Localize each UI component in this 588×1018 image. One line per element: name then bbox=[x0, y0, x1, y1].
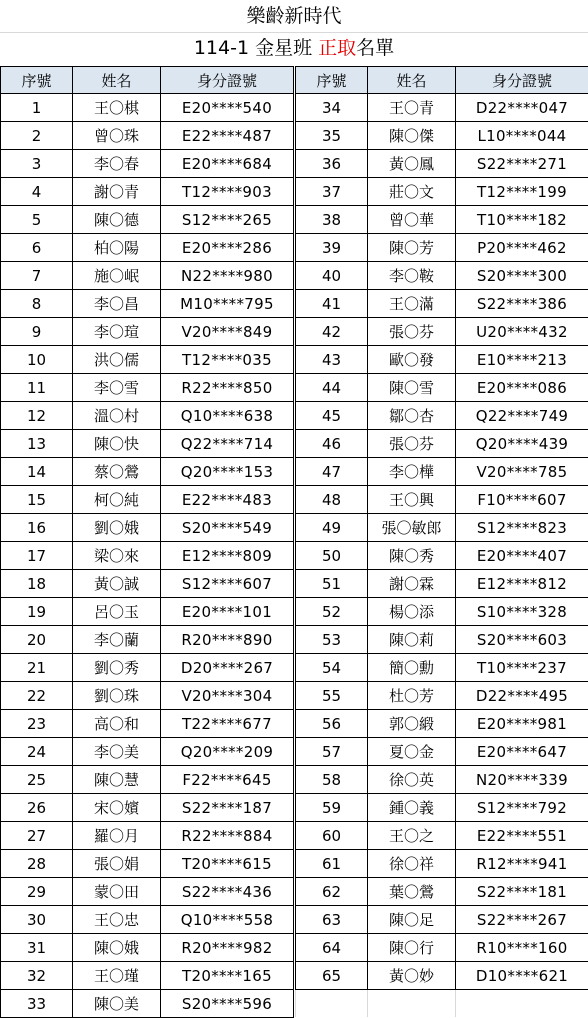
table-row bbox=[1, 794, 294, 822]
cell-id: R20****890 bbox=[161, 626, 294, 654]
sheet-subtitle bbox=[0, 32, 588, 64]
cell-number: 6 bbox=[1, 234, 73, 262]
cell-name: 黃〇妙 bbox=[368, 962, 456, 990]
cell-number: 16 bbox=[1, 514, 73, 542]
table-row bbox=[1, 738, 294, 766]
table-row bbox=[1, 654, 294, 682]
cell-id: V20****849 bbox=[161, 318, 294, 346]
cell-id: L10****044 bbox=[456, 122, 588, 150]
empty-cell bbox=[456, 990, 588, 1018]
cell-number: 56 bbox=[296, 710, 368, 738]
cell-number: 51 bbox=[296, 570, 368, 598]
table-row bbox=[296, 402, 588, 430]
cell-number: 28 bbox=[1, 850, 73, 878]
cell-name: 李〇昌 bbox=[73, 290, 161, 318]
cell-number: 55 bbox=[296, 682, 368, 710]
cell-name: 王〇滿 bbox=[368, 290, 456, 318]
cell-number: 36 bbox=[296, 150, 368, 178]
header-number: 序號 bbox=[1, 67, 73, 94]
table-row bbox=[1, 318, 294, 346]
table-row bbox=[296, 878, 588, 906]
cell-name: 陳〇雪 bbox=[368, 374, 456, 402]
sheet-title: 樂齡新時代 bbox=[0, 0, 588, 33]
cell-name: 陳〇快 bbox=[73, 430, 161, 458]
cell-id: S12****823 bbox=[456, 514, 588, 542]
cell-name: 李〇雪 bbox=[73, 374, 161, 402]
cell-name: 簡〇勳 bbox=[368, 654, 456, 682]
cell-number: 45 bbox=[296, 402, 368, 430]
cell-id: D10****621 bbox=[456, 962, 588, 990]
cell-id: S22****386 bbox=[456, 290, 588, 318]
cell-number: 30 bbox=[1, 906, 73, 934]
cell-number: 3 bbox=[1, 150, 73, 178]
cell-number: 47 bbox=[296, 458, 368, 486]
table-row bbox=[1, 682, 294, 710]
cell-name: 陳〇娥 bbox=[73, 934, 161, 962]
table-row bbox=[1, 458, 294, 486]
table-row bbox=[296, 94, 588, 122]
cell-name: 鄒〇杏 bbox=[368, 402, 456, 430]
cell-id: R22****850 bbox=[161, 374, 294, 402]
cell-name: 劉〇娥 bbox=[73, 514, 161, 542]
cell-number: 61 bbox=[296, 850, 368, 878]
cell-number: 32 bbox=[1, 962, 73, 990]
cell-name: 高〇和 bbox=[73, 710, 161, 738]
cell-id: E20****647 bbox=[456, 738, 588, 766]
cell-name: 李〇蘭 bbox=[73, 626, 161, 654]
cell-id: R20****982 bbox=[161, 934, 294, 962]
cell-id: S22****436 bbox=[161, 878, 294, 906]
cell-name: 張〇芬 bbox=[368, 318, 456, 346]
cell-number: 24 bbox=[1, 738, 73, 766]
header-id: 身分證號 bbox=[161, 67, 294, 94]
cell-id: R10****160 bbox=[456, 934, 588, 962]
cell-number: 1 bbox=[1, 94, 73, 122]
table-row bbox=[296, 654, 588, 682]
cell-id: Q10****558 bbox=[161, 906, 294, 934]
cell-id: E20****407 bbox=[456, 542, 588, 570]
table-row bbox=[1, 766, 294, 794]
cell-id: E10****213 bbox=[456, 346, 588, 374]
table-row bbox=[1, 878, 294, 906]
table-row bbox=[1, 290, 294, 318]
table-row bbox=[1, 850, 294, 878]
table-row bbox=[1, 962, 294, 990]
cell-number: 59 bbox=[296, 794, 368, 822]
cell-id: E20****101 bbox=[161, 598, 294, 626]
cell-id: E22****551 bbox=[456, 822, 588, 850]
cell-number: 8 bbox=[1, 290, 73, 318]
cell-number: 64 bbox=[296, 934, 368, 962]
cell-id: S20****300 bbox=[456, 262, 588, 290]
cell-number: 52 bbox=[296, 598, 368, 626]
table-row bbox=[1, 542, 294, 570]
cell-name: 陳〇慧 bbox=[73, 766, 161, 794]
cell-name: 柏〇陽 bbox=[73, 234, 161, 262]
cell-name: 溫〇村 bbox=[73, 402, 161, 430]
cell-id: S12****265 bbox=[161, 206, 294, 234]
header-row bbox=[1, 67, 294, 94]
table-row bbox=[296, 486, 588, 514]
header-number: 序號 bbox=[296, 67, 368, 94]
cell-name: 王〇棋 bbox=[73, 94, 161, 122]
cell-name: 陳〇莉 bbox=[368, 626, 456, 654]
cell-number: 57 bbox=[296, 738, 368, 766]
subtitle-prefix: 114-1 金星班 bbox=[194, 37, 318, 59]
cell-number: 38 bbox=[296, 206, 368, 234]
cell-number: 15 bbox=[1, 486, 73, 514]
table-row bbox=[296, 122, 588, 150]
table-row bbox=[1, 430, 294, 458]
cell-id: D22****495 bbox=[456, 682, 588, 710]
cell-number: 54 bbox=[296, 654, 368, 682]
cell-number: 26 bbox=[1, 794, 73, 822]
table-row bbox=[1, 374, 294, 402]
header-row bbox=[296, 67, 588, 94]
cell-name: 徐〇祥 bbox=[368, 850, 456, 878]
cell-name: 王〇忠 bbox=[73, 906, 161, 934]
cell-name: 張〇敏郎 bbox=[368, 514, 456, 542]
cell-name: 陳〇德 bbox=[73, 206, 161, 234]
cell-number: 10 bbox=[1, 346, 73, 374]
table-row bbox=[1, 514, 294, 542]
cell-name: 梁〇來 bbox=[73, 542, 161, 570]
cell-number: 62 bbox=[296, 878, 368, 906]
cell-id: M10****795 bbox=[161, 290, 294, 318]
cell-id: S22****271 bbox=[456, 150, 588, 178]
cell-number: 23 bbox=[1, 710, 73, 738]
subtitle-highlight: 正取 bbox=[318, 37, 356, 59]
cell-name: 歐〇發 bbox=[368, 346, 456, 374]
cell-number: 39 bbox=[296, 234, 368, 262]
table-row bbox=[296, 850, 588, 878]
cell-id: E20****540 bbox=[161, 94, 294, 122]
cell-name: 李〇鞍 bbox=[368, 262, 456, 290]
table-row bbox=[1, 402, 294, 430]
cell-number: 31 bbox=[1, 934, 73, 962]
cell-id: S20****549 bbox=[161, 514, 294, 542]
table-row bbox=[296, 766, 588, 794]
cell-number: 5 bbox=[1, 206, 73, 234]
cell-name: 杜〇芳 bbox=[368, 682, 456, 710]
cell-id: N20****339 bbox=[456, 766, 588, 794]
header-id: 身分證號 bbox=[456, 67, 588, 94]
table-row bbox=[296, 206, 588, 234]
roster-table-left bbox=[0, 66, 294, 1018]
cell-number: 43 bbox=[296, 346, 368, 374]
cell-id: Q20****153 bbox=[161, 458, 294, 486]
cell-number: 63 bbox=[296, 906, 368, 934]
table-row bbox=[296, 570, 588, 598]
cell-name: 黃〇鳳 bbox=[368, 150, 456, 178]
header-name: 姓名 bbox=[368, 67, 456, 94]
cell-name: 謝〇霖 bbox=[368, 570, 456, 598]
table-row bbox=[296, 626, 588, 654]
cell-number: 12 bbox=[1, 402, 73, 430]
cell-id: D20****267 bbox=[161, 654, 294, 682]
cell-id: Q22****714 bbox=[161, 430, 294, 458]
cell-id: Q10****638 bbox=[161, 402, 294, 430]
cell-id: T12****035 bbox=[161, 346, 294, 374]
cell-number: 19 bbox=[1, 598, 73, 626]
cell-name: 呂〇玉 bbox=[73, 598, 161, 626]
cell-id: R12****941 bbox=[456, 850, 588, 878]
cell-name: 鍾〇義 bbox=[368, 794, 456, 822]
cell-number: 14 bbox=[1, 458, 73, 486]
cell-name: 葉〇鶯 bbox=[368, 878, 456, 906]
table-row bbox=[1, 178, 294, 206]
table-row bbox=[1, 598, 294, 626]
cell-name: 謝〇青 bbox=[73, 178, 161, 206]
table-row bbox=[1, 206, 294, 234]
cell-name: 莊〇文 bbox=[368, 178, 456, 206]
cell-name: 曾〇華 bbox=[368, 206, 456, 234]
cell-number: 42 bbox=[296, 318, 368, 346]
cell-name: 洪〇儒 bbox=[73, 346, 161, 374]
cell-number: 2 bbox=[1, 122, 73, 150]
cell-name: 柯〇純 bbox=[73, 486, 161, 514]
cell-name: 宋〇嬪 bbox=[73, 794, 161, 822]
cell-id: S12****792 bbox=[456, 794, 588, 822]
cell-name: 蒙〇田 bbox=[73, 878, 161, 906]
table-row bbox=[296, 234, 588, 262]
cell-number: 13 bbox=[1, 430, 73, 458]
cell-name: 郭〇緞 bbox=[368, 710, 456, 738]
cell-id: S22****187 bbox=[161, 794, 294, 822]
cell-number: 29 bbox=[1, 878, 73, 906]
cell-id: R22****884 bbox=[161, 822, 294, 850]
cell-id: P20****462 bbox=[456, 234, 588, 262]
cell-name: 陳〇足 bbox=[368, 906, 456, 934]
roster-table-right bbox=[295, 66, 588, 1017]
table-row bbox=[1, 486, 294, 514]
table-row bbox=[1, 122, 294, 150]
cell-name: 徐〇英 bbox=[368, 766, 456, 794]
cell-id: T10****237 bbox=[456, 654, 588, 682]
table-row bbox=[1, 990, 294, 1018]
cell-name: 李〇樺 bbox=[368, 458, 456, 486]
table-row bbox=[1, 234, 294, 262]
table-row bbox=[296, 822, 588, 850]
cell-id: T10****182 bbox=[456, 206, 588, 234]
table-row bbox=[296, 458, 588, 486]
cell-id: S20****596 bbox=[161, 990, 294, 1018]
cell-id: E20****286 bbox=[161, 234, 294, 262]
cell-name: 李〇美 bbox=[73, 738, 161, 766]
cell-id: S20****603 bbox=[456, 626, 588, 654]
cell-number: 9 bbox=[1, 318, 73, 346]
cell-id: N22****980 bbox=[161, 262, 294, 290]
cell-number: 50 bbox=[296, 542, 368, 570]
cell-number: 18 bbox=[1, 570, 73, 598]
cell-id: E20****981 bbox=[456, 710, 588, 738]
cell-number: 20 bbox=[1, 626, 73, 654]
cell-name: 陳〇美 bbox=[73, 990, 161, 1018]
cell-number: 7 bbox=[1, 262, 73, 290]
cell-name: 曾〇珠 bbox=[73, 122, 161, 150]
table-row bbox=[296, 962, 588, 990]
table-row bbox=[296, 374, 588, 402]
table-row bbox=[1, 570, 294, 598]
cell-number: 34 bbox=[296, 94, 368, 122]
table-row bbox=[1, 262, 294, 290]
cell-number: 53 bbox=[296, 626, 368, 654]
table-row bbox=[1, 934, 294, 962]
table-row bbox=[1, 822, 294, 850]
cell-id: T20****165 bbox=[161, 962, 294, 990]
cell-number: 4 bbox=[1, 178, 73, 206]
cell-id: T20****615 bbox=[161, 850, 294, 878]
table-row bbox=[296, 682, 588, 710]
cell-name: 施〇岷 bbox=[73, 262, 161, 290]
table-row bbox=[296, 794, 588, 822]
table-row bbox=[296, 738, 588, 766]
cell-number: 44 bbox=[296, 374, 368, 402]
cell-number: 41 bbox=[296, 290, 368, 318]
cell-id: E20****684 bbox=[161, 150, 294, 178]
table-row bbox=[1, 150, 294, 178]
cell-name: 張〇芬 bbox=[368, 430, 456, 458]
cell-id: Q20****439 bbox=[456, 430, 588, 458]
cell-name: 王〇之 bbox=[368, 822, 456, 850]
table-row bbox=[296, 262, 588, 290]
cell-id: E12****809 bbox=[161, 542, 294, 570]
cell-name: 劉〇秀 bbox=[73, 654, 161, 682]
table-row bbox=[1, 906, 294, 934]
cell-number: 49 bbox=[296, 514, 368, 542]
table-row bbox=[296, 178, 588, 206]
cell-number: 37 bbox=[296, 178, 368, 206]
cell-name: 劉〇珠 bbox=[73, 682, 161, 710]
empty-row bbox=[296, 990, 588, 1018]
cell-number: 27 bbox=[1, 822, 73, 850]
cell-name: 楊〇添 bbox=[368, 598, 456, 626]
cell-id: T22****677 bbox=[161, 710, 294, 738]
cell-id: E12****812 bbox=[456, 570, 588, 598]
table-row bbox=[296, 430, 588, 458]
cell-name: 王〇青 bbox=[368, 94, 456, 122]
empty-cell bbox=[296, 990, 368, 1018]
cell-id: V20****785 bbox=[456, 458, 588, 486]
table-row bbox=[296, 346, 588, 374]
table-row bbox=[296, 514, 588, 542]
cell-name: 陳〇秀 bbox=[368, 542, 456, 570]
cell-id: D22****047 bbox=[456, 94, 588, 122]
cell-name: 王〇興 bbox=[368, 486, 456, 514]
table-row bbox=[296, 150, 588, 178]
cell-name: 陳〇行 bbox=[368, 934, 456, 962]
cell-name: 陳〇傑 bbox=[368, 122, 456, 150]
cell-id: T12****199 bbox=[456, 178, 588, 206]
cell-name: 黃〇誠 bbox=[73, 570, 161, 598]
subtitle-suffix: 名單 bbox=[356, 37, 394, 59]
cell-name: 羅〇月 bbox=[73, 822, 161, 850]
table-row bbox=[1, 346, 294, 374]
cell-id: U20****432 bbox=[456, 318, 588, 346]
cell-number: 35 bbox=[296, 122, 368, 150]
cell-number: 40 bbox=[296, 262, 368, 290]
cell-id: F10****607 bbox=[456, 486, 588, 514]
cell-name: 夏〇金 bbox=[368, 738, 456, 766]
cell-number: 11 bbox=[1, 374, 73, 402]
cell-name: 陳〇芳 bbox=[368, 234, 456, 262]
table-row bbox=[1, 710, 294, 738]
cell-id: Q22****749 bbox=[456, 402, 588, 430]
table-row bbox=[1, 94, 294, 122]
empty-cell bbox=[368, 990, 456, 1018]
table-row bbox=[1, 626, 294, 654]
table-row bbox=[296, 710, 588, 738]
cell-number: 25 bbox=[1, 766, 73, 794]
cell-number: 65 bbox=[296, 962, 368, 990]
cell-number: 33 bbox=[1, 990, 73, 1018]
cell-number: 58 bbox=[296, 766, 368, 794]
header-name: 姓名 bbox=[73, 67, 161, 94]
table-row bbox=[296, 290, 588, 318]
cell-id: S12****607 bbox=[161, 570, 294, 598]
cell-id: S22****181 bbox=[456, 878, 588, 906]
cell-number: 46 bbox=[296, 430, 368, 458]
cell-id: Q20****209 bbox=[161, 738, 294, 766]
table-row bbox=[296, 318, 588, 346]
table-row bbox=[296, 598, 588, 626]
table-row bbox=[296, 934, 588, 962]
cell-name: 蔡〇鶯 bbox=[73, 458, 161, 486]
cell-id: E20****086 bbox=[456, 374, 588, 402]
cell-name: 李〇瑄 bbox=[73, 318, 161, 346]
table-row bbox=[296, 542, 588, 570]
cell-id: E22****483 bbox=[161, 486, 294, 514]
table-row bbox=[296, 906, 588, 934]
cell-id: V20****304 bbox=[161, 682, 294, 710]
cell-name: 張〇娟 bbox=[73, 850, 161, 878]
cell-number: 48 bbox=[296, 486, 368, 514]
cell-id: S22****267 bbox=[456, 906, 588, 934]
cell-id: S10****328 bbox=[456, 598, 588, 626]
cell-name: 王〇瑾 bbox=[73, 962, 161, 990]
cell-id: F22****645 bbox=[161, 766, 294, 794]
cell-number: 22 bbox=[1, 682, 73, 710]
cell-number: 21 bbox=[1, 654, 73, 682]
cell-id: T12****903 bbox=[161, 178, 294, 206]
cell-number: 60 bbox=[296, 822, 368, 850]
cell-name: 李〇春 bbox=[73, 150, 161, 178]
cell-number: 17 bbox=[1, 542, 73, 570]
cell-id: E22****487 bbox=[161, 122, 294, 150]
